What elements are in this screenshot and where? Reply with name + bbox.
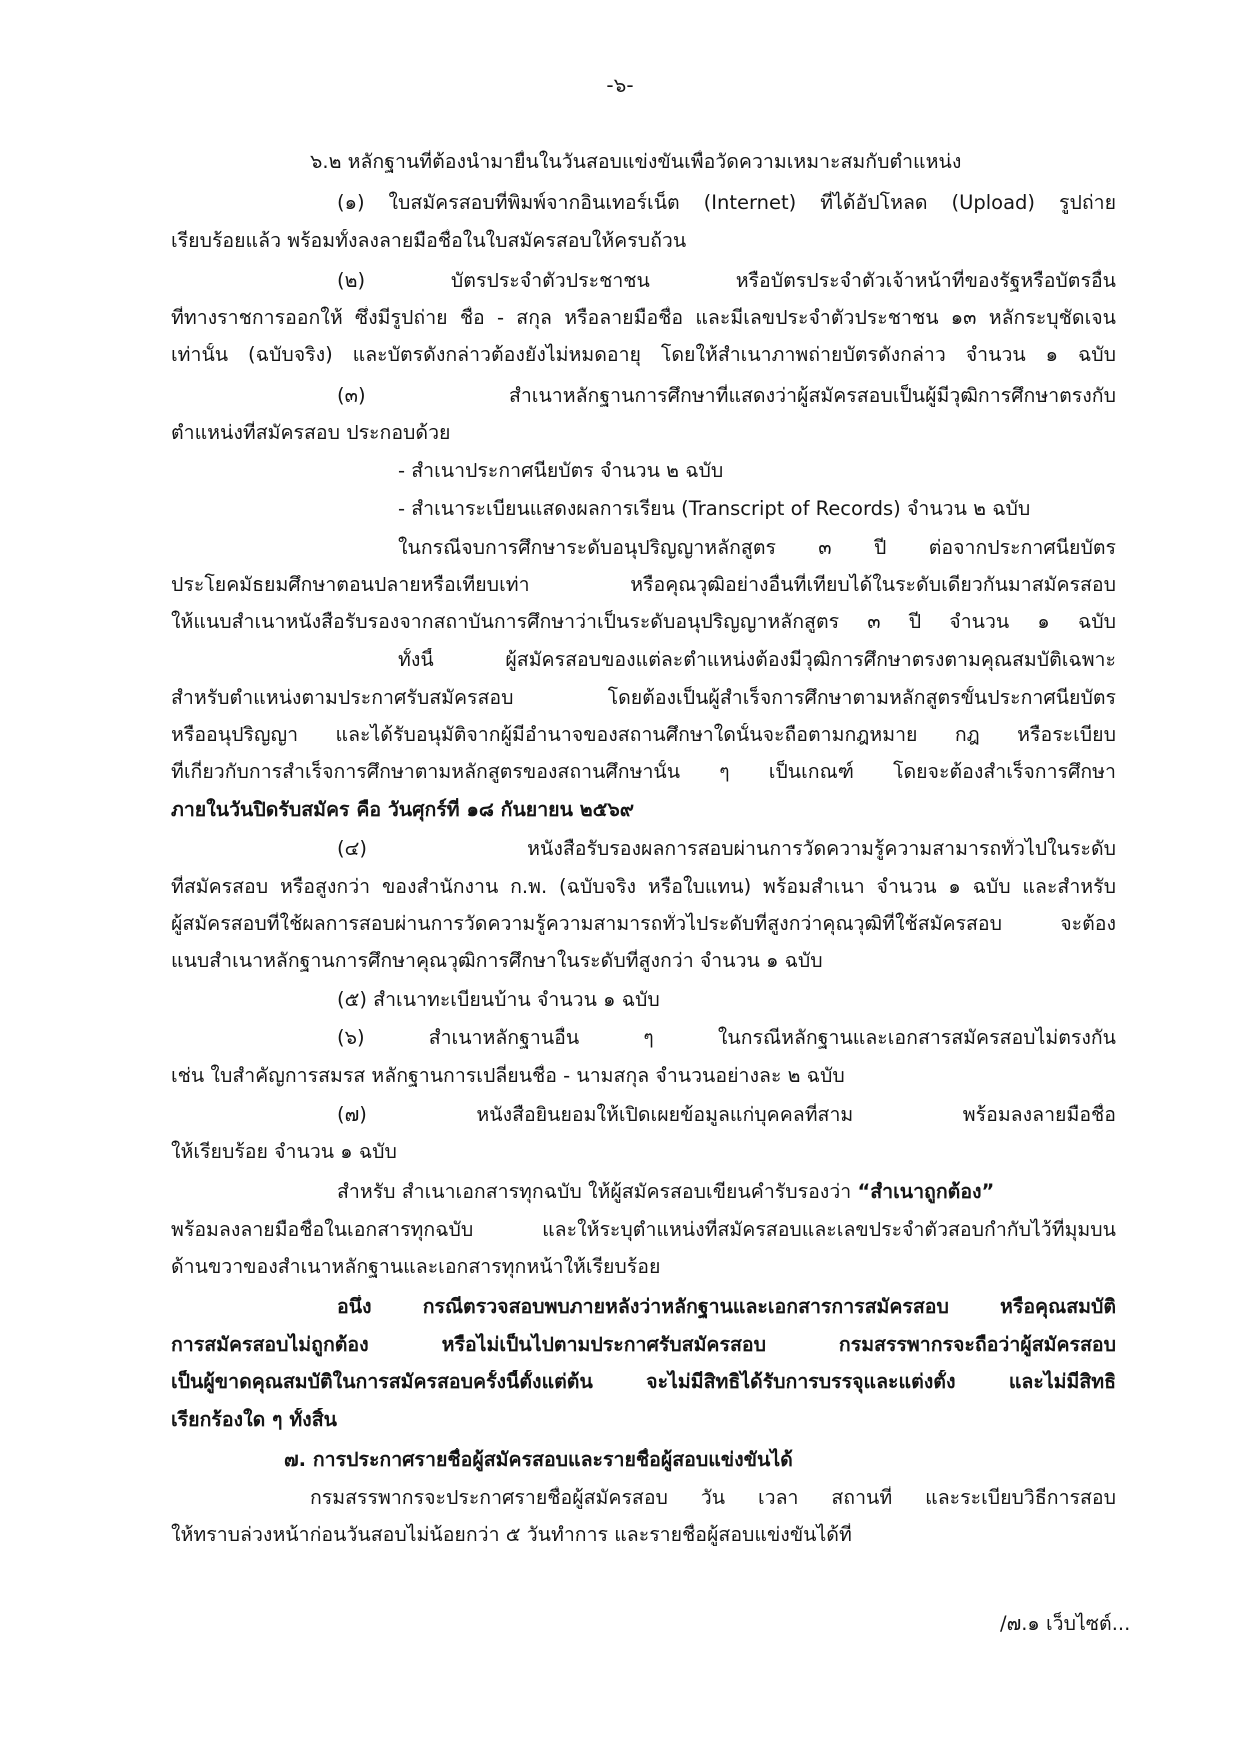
page-number: -๖- [606,73,634,97]
item-1-line: เรียบร้อยแล้ว พร้อมทั้งลงลายมือชื่อในใบสมัครสอบให้ครบถ้วน [171,229,687,252]
item-3-line: ตำแหน่งที่สมัครสอบ ประกอบด้วย [171,421,451,444]
warning-line: อนึ่ง กรณีตรวจสอบพบภายหลังว่าหลักฐานและเอกสารการสมัครสอบ หรือคุณสมบัติ [337,1295,1116,1318]
item-3-paragraph-line: หรืออนุปริญญา และได้รับอนุมัติจากผู้มีอำนาจของสถานศึกษาใดนั้นจะถือตามกฎหมาย กฎ หรือระเบียบ [171,723,1116,746]
item-3-paragraph-line: สำหรับตำแหน่งตามประกาศรับสมัครสอบ โดยต้องเป็นผู้สำเร็จการศึกษาตามหลักสูตรขั้นประกาศนียบัตร [171,686,1116,709]
item-7-line: ให้เรียบร้อย จำนวน ๑ ฉบับ [171,1140,397,1163]
item-3-bullet: - สำเนาประกาศนียบัตร จำนวน ๒ ฉบับ [398,459,724,482]
item-4-line: ผู้สมัครสอบที่ใช้ผลการสอบผ่านการวัดความรู้ความสามารถทั่วไประดับที่สูงกว่าคุณวุฒิที่ใช้สมัครสอบ จะต้อง [171,912,1116,935]
item-2-line: (๒) บัตรประจำตัวประชาชน หรือบัตรประจำตัวเจ้าหน้าที่ของรัฐหรือบัตรอื่น [337,269,1116,292]
page-continuation: /๗.๑ เว็บไซต์... [1000,1612,1131,1635]
item-4-line: แนบสำเนาหลักฐานการศึกษาคุณวุฒิการศึกษาในระดับที่สูงกว่า จำนวน ๑ ฉบับ [171,949,823,972]
item-7-line: (๗) หนังสือยินยอมให้เปิดเผยข้อมูลแก่บุคคลที่สาม พร้อมลงลายมือชื่อ [337,1103,1116,1126]
item-4-line: (๔) หนังสือรับรองผลการสอบผ่านการวัดความรู้ความสามารถทั่วไปในระดับ [337,837,1116,860]
item-6-line: (๖) สำเนาหลักฐานอื่น ๆ ในกรณีหลักฐานและเอกสารสมัครสอบไม่ตรงกัน [337,1026,1116,1049]
item-6-line: เช่น ใบสำคัญการสมรส หลักฐานการเปลี่ยนชื่อ - นามสกุล จำนวนอย่างละ ๒ ฉบับ [171,1064,845,1087]
item-3-paragraph-line: ในกรณีจบการศึกษาระดับอนุปริญญาหลักสูตร ๓ ปี ต่อจากประกาศนียบัตร [398,536,1116,559]
item-3-paragraph-line: ทั้งนี้ ผู้สมัครสอบของแต่ละตำแหน่งต้องมีวุฒิการศึกษาตรงตามคุณสมบัติเฉพาะ [398,648,1116,671]
item-3-paragraph-line: ที่เกี่ยวกับการสำเร็จการศึกษาตามหลักสูตรของสถานศึกษานั้น ๆ เป็นเกณฑ์ โดยจะต้องสำเร็จการศึกษา [171,760,1116,783]
warning-line: เป็นผู้ขาดคุณสมบัติในการสมัครสอบครั้งนี้ตั้งแต่ต้น จะไม่มีสิทธิได้รับการบรรจุและแต่งตั้ง และไม่มีสิทธิ [171,1370,1116,1393]
section-7-line: ให้ทราบล่วงหน้าก่อนวันสอบไม่น้อยกว่า ๕ วันทำการ และรายชื่อผู้สอบแข่งขันได้ที่ [171,1523,852,1546]
certified-copy-phrase: “สำเนาถูกต้อง” [857,1180,995,1203]
section-6-2-heading: ๖.๒ หลักฐานที่ต้องนำมายื่นในวันสอบแข่งขันเพื่อวัดความเหมาะสมกับตำแหน่ง [310,150,962,173]
item-3-bullet: - สำเนาระเบียนแสดงผลการเรียน (Transcript of Records) จำนวน ๒ ฉบับ [398,497,1031,520]
warning-line: การสมัครสอบไม่ถูกต้อง หรือไม่เป็นไปตามประกาศรับสมัครสอบ กรมสรรพากรจะถือว่าผู้สมัครสอบ [171,1333,1116,1356]
copies-note-line [337,1180,1116,1204]
copies-note-line: พร้อมลงลายมือชื่อในเอกสารทุกฉบับ และให้ระบุตำแหน่งที่สมัครสอบและเลขประจำตัวสอบกำกับไว้ที่มุมบน [171,1218,1116,1241]
item-1-line: (๑) ใบสมัครสอบที่พิมพ์จากอินเทอร์เน็ต (Internet) ที่ได้อัปโหลด (Upload) รูปถ่าย [337,191,1116,214]
section-7-line: กรมสรรพากรจะประกาศรายชื่อผู้สมัครสอบ วัน เวลา สถานที่ และระเบียบวิธีการสอบ [310,1486,1116,1509]
item-4-line: ที่สมัครสอบ หรือสูงกว่า ของสำนักงาน ก.พ. (ฉบับจริง หรือใบแทน) พร้อมสำเนา จำนวน ๑ ฉบับ และสำหรับ [171,875,1116,898]
warning-line: เรียกร้องใด ๆ ทั้งสิ้น [171,1408,337,1431]
item-5-line: (๕) สำเนาทะเบียนบ้าน จำนวน ๑ ฉบับ [337,988,660,1011]
section-7-heading: ๗. การประกาศรายชื่อผู้สมัครสอบและรายชื่อผู้สอบแข่งขันได้ [284,1448,793,1471]
item-3-paragraph-line: ให้แนบสำเนาหนังสือรับรองจากสถาบันการศึกษาว่าเป็นระดับอนุปริญญาหลักสูตร ๓ ปี จำนวน ๑ ฉบับ [171,610,1116,633]
item-2-line: ที่ทางราชการออกให้ ซึ่งมีรูปถ่าย ชื่อ - สกุล หรือลายมือชื่อ และมีเลขประจำตัวประชาชน ๑๓ หลักระบุชัดเจน [171,306,1116,329]
item-3-line: (๓) สำเนาหลักฐานการศึกษาที่แสดงว่าผู้สมัครสอบเป็นผู้มีวุฒิการศึกษาตรงกับ [337,384,1116,407]
copies-note-line: ด้านขวาของสำเนาหลักฐานและเอกสารทุกหน้าให้เรียบร้อย [171,1255,661,1278]
closing-date-bold: ภายในวันปิดรับสมัคร คือ วันศุกร์ที่ ๑๘ กันยายน ๒๕๖๙ [171,798,634,821]
item-2-line: เท่านั้น (ฉบับจริง) และบัตรดังกล่าวต้องยังไม่หมดอายุ โดยให้สำเนาภาพถ่ายบัตรดังกล่าว จำนวน ๑ ฉบับ [171,343,1116,366]
copies-note-text: สำหรับ สำเนาเอกสารทุกฉบับ ให้ผู้สมัครสอบเขียนคำรับรองว่า [337,1180,858,1203]
item-3-paragraph-line: ประโยคมัธยมศึกษาตอนปลายหรือเทียบเท่า หรือคุณวุฒิอย่างอื่นที่เทียบได้ในระดับเดียวกันมาสมัครสอบ [171,573,1116,596]
